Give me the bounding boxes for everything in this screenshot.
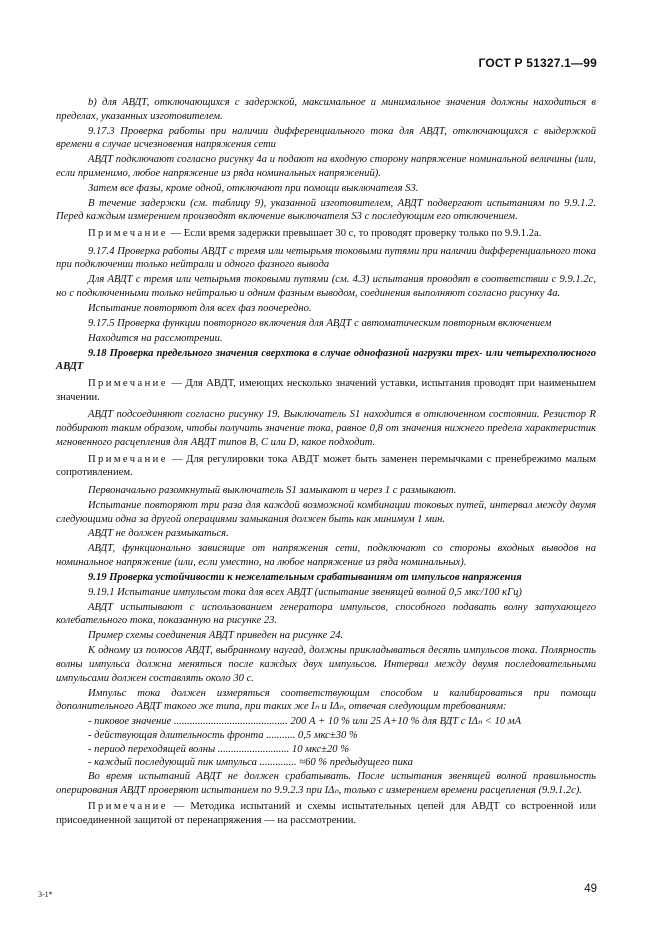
body-paragraph: 9.17.4 Проверка работы АВДТ с тремя или четырьмя токовыми путями при наличии дифференциального тока при подключении только нейтрали и одного фазного вывода xyxy=(56,245,596,271)
note-label: Примечание xyxy=(88,228,168,240)
body-paragraph: Во время испытаний АВДТ не должен срабатывать. После испытания звенящей волной правильность оперирования АВДТ проверяют испытанием по 9.9.2.3 при IΔₙ, только с измерением времени расцепления (9.9.1.2с). xyxy=(56,770,596,796)
body-paragraph: Испытание повторяют три раза для каждой возможной комбинации токовых путей, интервал между двумя следующими одна за другой операциями замыкания должен быть как минимум 1 мин. xyxy=(56,499,596,525)
note-label: Примечание xyxy=(88,378,168,390)
requirements-list xyxy=(56,715,596,770)
body-paragraph: К одному из полюсов АВДТ, выбранному наугад, должны прикладываться десять импульсов тока. Полярность волны импульса должна меняться после каждых двух импульсов. Интервал между двумя последовательными импульсами должен составлять около 30 с. xyxy=(56,645,596,684)
body-paragraph: Пример схемы соединения АВДТ приведен на рисунке 24. xyxy=(88,630,344,642)
body-paragraph: Находится на рассмотрении. xyxy=(88,332,223,344)
note-text: — Для регулировки тока АВДТ может быть заменен перемычками с пренебрежимо малым сопротивлением. xyxy=(56,453,596,479)
document-body xyxy=(56,96,596,832)
body-paragraph: Испытание повторяют для всех фаз поочередно. xyxy=(88,302,312,314)
note-paragraph xyxy=(56,377,596,404)
body-paragraph: Импульс тока должен измеряться соответствующим способом и калибироваться при помощи дополнительного АВДТ такого же типа, при таких же Iₙ и IΔₙ, отвечая следующим требованиям: xyxy=(56,687,596,713)
requirement-item: - пиковое значение ........................................... 200 А + 10 % или 25 А+10 % для ВДТ с IΔₙ < 10 мА xyxy=(88,716,522,728)
note-paragraph xyxy=(56,800,596,827)
standard-code: ГОСТ Р 51327.1—99 xyxy=(478,56,597,70)
section-heading: 9.19 Проверка устойчивости к нежелательным срабатываниям от импульсов напряжения xyxy=(88,571,522,583)
body-paragraph: b) для АВДТ, отключающихся с задержкой, максимальное и минимальное значения должны находиться в пределах, указанных изготовителем. xyxy=(56,97,596,122)
note-text: — Для АВДТ, имеющих несколько значений уставки, испытания проводят при наименьшем значении. xyxy=(56,378,596,403)
body-paragraph: АВДТ испытывают с использованием генератора импульсов, способного подавать волну затухающего колебательного тока, показанную на рисунке 23. xyxy=(56,601,596,627)
requirement-item: - действующая длительность фронта ........... 0,5 мкс±30 % xyxy=(88,729,358,741)
paragraphs-before-list xyxy=(56,96,596,714)
section-heading: 9.18 Проверка предельного значения сверхтока в случае однофазной нагрузки трех- или четырехполюсного АВДТ xyxy=(56,347,596,373)
requirement-item: - период переходящей волны ........................... 10 мкс±20 % xyxy=(88,743,350,755)
body-paragraph: 9.17.3 Проверка работы при наличии дифференциального тока для АВДТ, отключающихся с выдержкой времени в случае исчезновения напряжения сети xyxy=(56,125,596,151)
body-paragraph: АВДТ не должен размыкаться. xyxy=(88,528,229,540)
sheet-mark: 3-1* xyxy=(38,890,53,899)
body-paragraph: АВДТ подключают согласно рисунку 4а и подают на входную сторону напряжение номинальной величины (или, если применимо, любое напряжение из ряда номинальных напряжений). xyxy=(56,154,596,179)
body-paragraph: 9.17.5 Проверка функции повторного включения для АВДТ с автоматическим повторным включением xyxy=(88,317,552,329)
body-paragraph: Для АВДТ с тремя или четырьмя токовыми путями (см. 4.3) испытания проводят в соответствии с 9.9.1.2с, но с подключенными только нейтралью и одним фазным выводом, соединения выполняют согласно рисунку 4а. xyxy=(56,274,596,300)
body-paragraph: АВДТ, функционально зависящие от напряжения сети, подключают со стороны входных выводов на номинальное напряжение (или, если уместно, на любое напряжение из ряда номинальных). xyxy=(56,543,596,569)
page-number: 49 xyxy=(584,883,597,895)
body-paragraph: Первоначально разомкнутый выключатель S1 замыкают и через 1 с размыкают. xyxy=(88,484,457,496)
note-text: — Если время задержки превышает 30 с, то проводят проверку только по 9.9.1.2а. xyxy=(167,228,542,240)
note-paragraph xyxy=(56,227,596,241)
note-label: Примечание xyxy=(88,453,168,465)
note-paragraph xyxy=(56,453,596,480)
note-text: — Методика испытаний и схемы испытательных цепей для АВДТ со встроенной или присоединенной защитой от перенапряжения — на рассмотрении. xyxy=(56,801,596,827)
requirement-item: - каждый последующий пик импульса .............. ≈60 % предыдущего пика xyxy=(88,757,413,769)
body-paragraph: АВДТ подсоединяют согласно рисунку 19. Выключатель S1 находится в отключенном состоянии. Резистор R подбирают таким образом, чтобы получить значение тока, равное 0,8 от значения нижнего предела характеристик мгновенного расцепления для АВДТ типов B, C или D, какое подходит. xyxy=(56,409,596,448)
note-label: Примечание xyxy=(88,801,168,813)
paragraphs-after-list xyxy=(56,770,596,828)
body-paragraph: Затем все фазы, кроме одной, отключают при помощи выключателя S3. xyxy=(88,182,419,194)
body-paragraph: В течение задержки (см. таблицу 9), указанной изготовителем, АВДТ подвергают испытаниям по 9.9.1.2. Перед каждым измерением производят включение выключателя S3 с последующим его отключением. xyxy=(56,197,596,223)
body-paragraph: 9.19.1 Испытание импульсом тока для всех АВДТ (испытание звенящей волной 0,5 мкс/100 кГц) xyxy=(88,586,522,598)
